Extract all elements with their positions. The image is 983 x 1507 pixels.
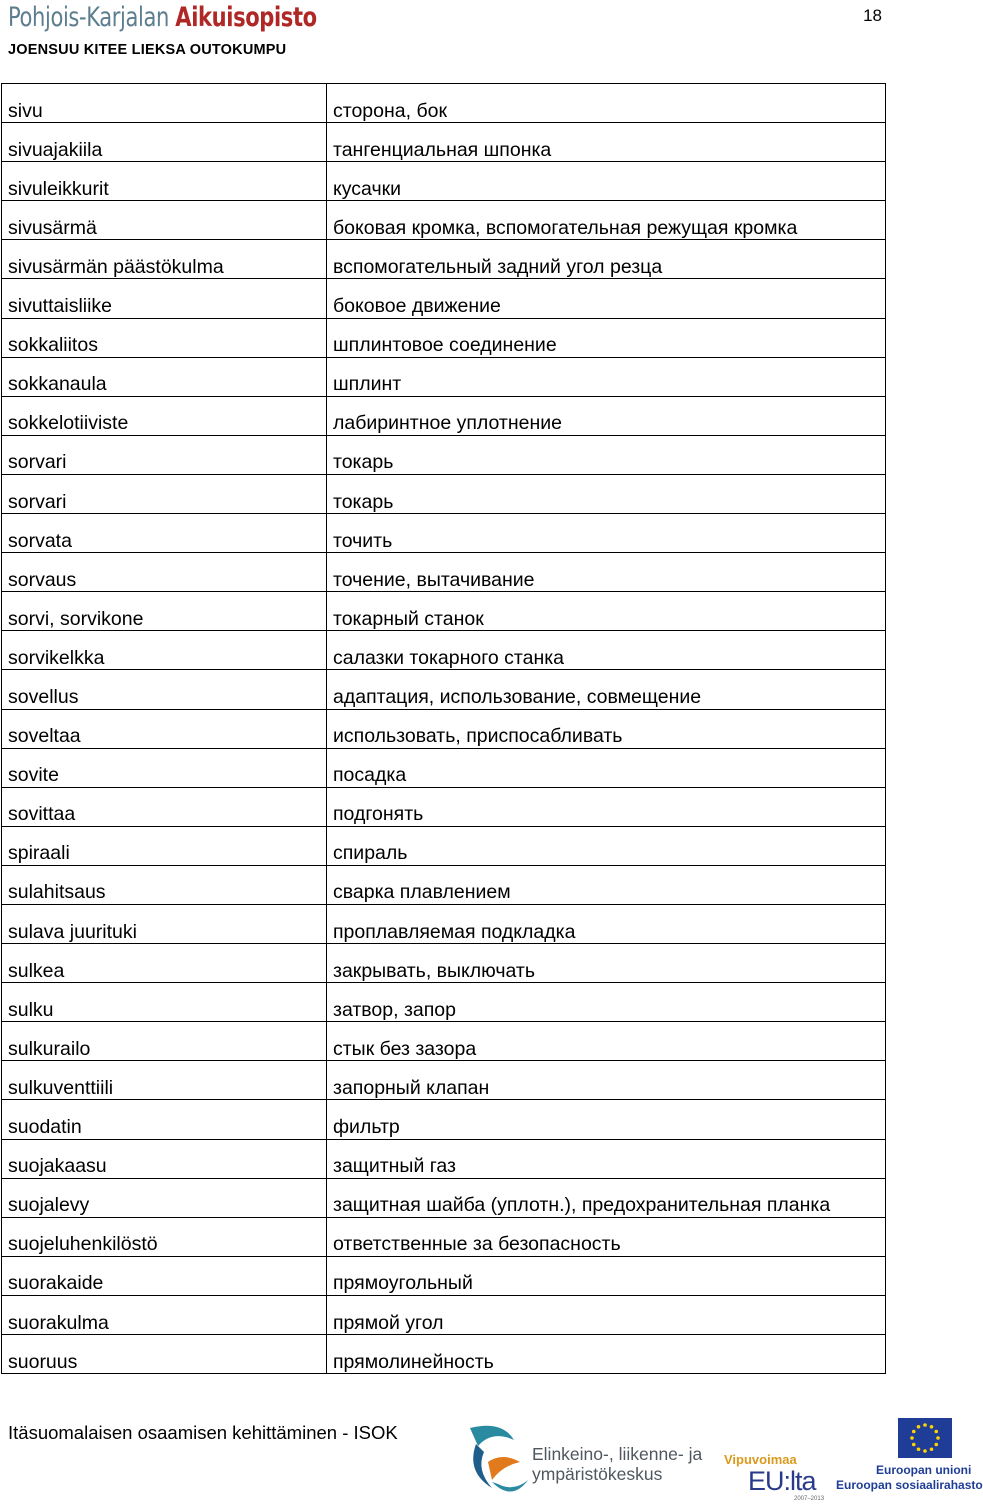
finnish-term: sulkea — [2, 944, 327, 983]
table-row — [2, 84, 886, 123]
table-row — [2, 983, 886, 1022]
ely-line2: ympäristökeskus — [532, 1464, 663, 1484]
table-row — [2, 1178, 886, 1217]
table-row — [2, 904, 886, 943]
vipuvoimaa-text: Vipuvoimaa — [724, 1452, 797, 1467]
eu-star — [917, 1447, 921, 1451]
program-years: 2007–2013 — [794, 1496, 825, 1502]
eu-star — [936, 1436, 940, 1440]
table-row — [2, 357, 886, 396]
table-row — [2, 553, 886, 592]
finnish-term: sovite — [2, 748, 327, 787]
russian-translation: токарный станок — [327, 592, 886, 631]
table-row — [2, 162, 886, 201]
russian-translation: подгонять — [327, 787, 886, 826]
logo-text-part2: Aikuisopisto — [175, 2, 317, 33]
russian-translation: боковая кромка, вспомогательная режущая кромка — [327, 201, 886, 240]
table-row — [2, 1061, 886, 1100]
table-row — [2, 1295, 886, 1334]
eu-star — [910, 1436, 914, 1440]
russian-translation: прямолинейность — [327, 1335, 886, 1374]
table-row — [2, 474, 886, 513]
eu-stars-icon — [898, 1418, 952, 1458]
table-row — [2, 1139, 886, 1178]
eu-star — [923, 1449, 927, 1453]
table-row — [2, 592, 886, 631]
glossary-table-body — [2, 84, 886, 1374]
finnish-term: suorakaide — [2, 1256, 327, 1295]
table-row — [2, 1335, 886, 1374]
table-row — [2, 514, 886, 553]
finnish-term: sivu — [2, 84, 327, 123]
ely-text — [532, 1444, 702, 1484]
finnish-term: sorvata — [2, 514, 327, 553]
eu-union-text: Euroopan unioni — [876, 1463, 972, 1477]
footer-project-text: Itäsuomalaisen osaamisen kehittäminen - ISOK — [8, 1422, 398, 1443]
eu-star — [923, 1423, 927, 1427]
finnish-term: sokkaliitos — [2, 318, 327, 357]
eu-star — [912, 1430, 916, 1434]
russian-translation: боковое движение — [327, 279, 886, 318]
finnish-term: sulava juurituki — [2, 904, 327, 943]
finnish-term: sivuleikkurit — [2, 162, 327, 201]
russian-translation: сторона, бок — [327, 84, 886, 123]
russian-translation: лабиринтное уплотнение — [327, 396, 886, 435]
russian-translation: использовать, приспосабливать — [327, 709, 886, 748]
eu-star — [917, 1425, 921, 1429]
glossary-table — [1, 83, 886, 1374]
table-row — [2, 1217, 886, 1256]
finnish-term: suorakulma — [2, 1295, 327, 1334]
finnish-term: sulku — [2, 983, 327, 1022]
table-row — [2, 1100, 886, 1139]
table-row — [2, 279, 886, 318]
ely-centre-logo — [462, 1422, 712, 1502]
finnish-term: sokkanaula — [2, 357, 327, 396]
finnish-term: soveltaa — [2, 709, 327, 748]
finnish-term: sivusärmä — [2, 201, 327, 240]
table-row — [2, 240, 886, 279]
finnish-term: sulkurailo — [2, 1022, 327, 1061]
finnish-term: spiraali — [2, 826, 327, 865]
finnish-term: suojeluhenkilöstö — [2, 1217, 327, 1256]
russian-translation: защитный газ — [327, 1139, 886, 1178]
table-row — [2, 1022, 886, 1061]
eu-social-fund-text: Euroopan sosiaalirahasto — [836, 1478, 983, 1492]
eu-star — [934, 1443, 938, 1447]
russian-translation: точить — [327, 514, 886, 553]
russian-translation: шплинтовое соединение — [327, 318, 886, 357]
table-row — [2, 1256, 886, 1295]
table-row — [2, 201, 886, 240]
eu-star — [930, 1425, 934, 1429]
table-row — [2, 123, 886, 162]
organization-logo — [8, 2, 317, 33]
finnish-term: sulkuventtiili — [2, 1061, 327, 1100]
table-row — [2, 631, 886, 670]
russian-translation: посадка — [327, 748, 886, 787]
russian-translation: салазки токарного станка — [327, 631, 886, 670]
finnish-term: sokkelotiiviste — [2, 396, 327, 435]
table-row — [2, 787, 886, 826]
russian-translation: спираль — [327, 826, 886, 865]
russian-translation: шплинт — [327, 357, 886, 396]
russian-translation: запорный клапан — [327, 1061, 886, 1100]
russian-translation: тангенциальная шпонка — [327, 123, 886, 162]
ely-swirl-icon — [462, 1422, 532, 1502]
eu-flag-icon — [898, 1418, 952, 1458]
finnish-term: sorvari — [2, 474, 327, 513]
finnish-term: sorvi, sorvikone — [2, 592, 327, 631]
logo-text-part1: Pohjois-Karjalan — [8, 2, 169, 33]
russian-translation: ответственные за безопасность — [327, 1217, 886, 1256]
finnish-term: sivuajakiila — [2, 123, 327, 162]
finnish-term: sorvaus — [2, 553, 327, 592]
vipuvoimaa-logo — [724, 1452, 834, 1502]
table-row — [2, 318, 886, 357]
russian-translation: вспомогательный задний угол резца — [327, 240, 886, 279]
finnish-term: suojakaasu — [2, 1139, 327, 1178]
eulta-text: EU:lta — [748, 1466, 816, 1496]
finnish-term: sivuttaisliike — [2, 279, 327, 318]
finnish-term: sovellus — [2, 670, 327, 709]
russian-translation: проплавляемая подкладка — [327, 904, 886, 943]
russian-translation: кусачки — [327, 162, 886, 201]
page-header — [0, 0, 960, 70]
russian-translation: адаптация, использование, совмещение — [327, 670, 886, 709]
table-row — [2, 826, 886, 865]
eu-star — [930, 1447, 934, 1451]
finnish-term: sulahitsaus — [2, 865, 327, 904]
finnish-term: suoruus — [2, 1335, 327, 1374]
russian-translation: точение, вытачивание — [327, 553, 886, 592]
table-row — [2, 396, 886, 435]
table-row — [2, 709, 886, 748]
header-subtitle: JOENSUU KITEE LIEKSA OUTOKUMPU — [8, 42, 287, 58]
table-row — [2, 865, 886, 904]
russian-translation: прямой угол — [327, 1295, 886, 1334]
eu-star — [912, 1443, 916, 1447]
table-row — [2, 748, 886, 787]
russian-translation: сварка плавлением — [327, 865, 886, 904]
russian-translation: закрывать, выключать — [327, 944, 886, 983]
russian-translation: фильтр — [327, 1100, 886, 1139]
page-number: 18 — [863, 6, 882, 25]
eu-star — [934, 1430, 938, 1434]
russian-translation: стык без зазора — [327, 1022, 886, 1061]
russian-translation: защитная шайба (уплотн.), предохранительная планка — [327, 1178, 886, 1217]
russian-translation: прямоугольный — [327, 1256, 886, 1295]
table-row — [2, 944, 886, 983]
finnish-term: sorvari — [2, 435, 327, 474]
table-row — [2, 435, 886, 474]
russian-translation: токарь — [327, 435, 886, 474]
ely-line1: Elinkeino-, liikenne- ja — [532, 1444, 703, 1464]
finnish-term: sorvikelkka — [2, 631, 327, 670]
finnish-term: sovittaa — [2, 787, 327, 826]
finnish-term: suodatin — [2, 1100, 327, 1139]
russian-translation: токарь — [327, 474, 886, 513]
eu-logo — [836, 1416, 983, 1506]
russian-translation: затвор, запор — [327, 983, 886, 1022]
finnish-term: suojalevy — [2, 1178, 327, 1217]
finnish-term: sivusärmän päästökulma — [2, 240, 327, 279]
table-row — [2, 670, 886, 709]
